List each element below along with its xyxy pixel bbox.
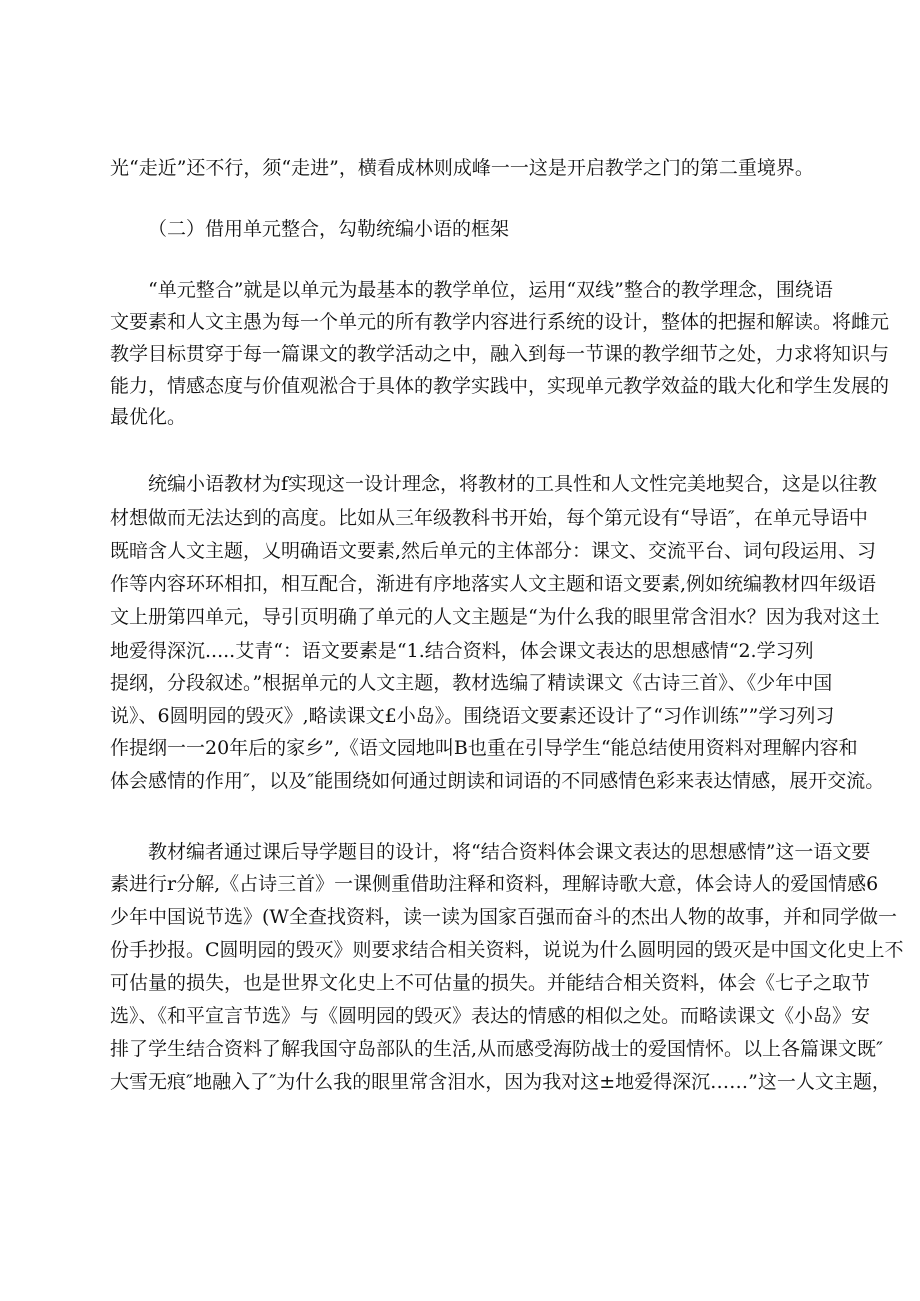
section-heading: （二）借用单元整合，勾勒统编小语的框架 (148, 218, 510, 240)
paragraph-line: 作等内容环环相扣，相互配合，渐进有序地落实人文主题和语文要素,例如统编教材四年级语 (110, 573, 877, 595)
paragraph-line: 大雪无痕″地融入了″为什么我的眼里常含泪水，因为我对这±地爱得深沉……”这一人文主题， (110, 1071, 891, 1093)
paragraph-line: 提纲，分段叙述。”根据单元的人文主题，教材选编了精读课文《古诗三首》、《少年中国 (110, 672, 833, 694)
paragraph-line: 体会感情的作用″，以及″能围绕如何通过朗读和词语的不同感情色彩来表达情感，展开交流。 (110, 770, 885, 792)
paragraph-line: 既暗含人文主题，乂明确语文要素,然后单元的主体部分：课文、交流平台、词句段运用、习 (110, 540, 877, 562)
paragraph-line: 选》、《和平宣言节选》与《圆明园的毁灭》表达的情感的相似之处。而略读课文《小岛》安 (110, 1005, 871, 1027)
paragraph-line: 可估量的损失，也是世界文化史上不可估量的损失。并能结合相关资料，体会《七子之取节 (110, 972, 871, 994)
paragraph-line: 文要素和人文主愚为每一个单元的所有教学内容进行系统的设计，整体的把握和解读。将雌元 (110, 311, 890, 333)
paragraph-line: 说》、6圆明园的毁灭》,略读课文£小岛》。围绕语文要素还设计了“习作训练””学习列习 (110, 705, 835, 727)
paragraph-line: 文上册第四单元，导引页明确了单元的人文主题是“为什么我的眼里常含泪水？因为我对这土 (110, 606, 880, 628)
paragraph-line: 能力，情感态度与价值观淞合于具体的教学实践中，实现单元教学效益的戢大化和学生发展的 (110, 375, 890, 397)
paragraph-line: 光“走近”还不行，须“走进”，横看成林则成峰一一这是开启教学之门的第二重境界。 (110, 157, 814, 179)
paragraph-line: 排了学生结合资料了解我国守岛部队的生活,从而感受海防战士的爱国情怀。以上各篇课文既″ (110, 1038, 884, 1060)
paragraph-line: 教材编者通过课后导学题目的设计，将“结合资料体会课文表达的思想感情”这一语文要 (148, 841, 871, 863)
paragraph-line: 统编小语教材为f实现这一设计理念，将教材的工具性和人文性完美地契合，这是以往教 (148, 473, 878, 495)
paragraph-line: 地爱得深沉.....艾青“：语文要素是“1.结合资料，体会课文表达的思想感情“2.学习列 (110, 640, 814, 662)
paragraph-line: 教学目标贯穿于每一篇课文的教学活动之中，融入到每一节课的教学细节之处，力求将知识与 (110, 343, 890, 365)
paragraph-line: 素进行r分解,《占诗三首》一课侧重借助注释和资料，理解诗歌大意，体会诗人的爱国情感6 (110, 873, 879, 895)
paragraph-line: 最优化。 (110, 406, 187, 428)
paragraph-line: “单元整合”就是以单元为最基本的教学单位，运用“双线”整合的教学理念，围绕语 (148, 279, 833, 301)
paragraph-line: 材想做而无法达到的高度。比如从三年级教科书开始，每个第元设有“导语″，在单元导语中 (110, 507, 868, 529)
paragraph-line: 份手抄报。C圆明园的毁灭》则要求结合相关资料，说说为什么圆明园的毁灭是中国文化史上不 (110, 939, 904, 961)
paragraph-line: 少年中国说节选》(W全查找资料，读一读为国家百强而奋斗的杰出人物的故事，并和同学做一 (110, 906, 897, 928)
paragraph-line: 作提纲一一20年后的家乡”,《语文园地叫B也重在引导学生“能总结使用资料对理解内容和 (110, 737, 858, 759)
